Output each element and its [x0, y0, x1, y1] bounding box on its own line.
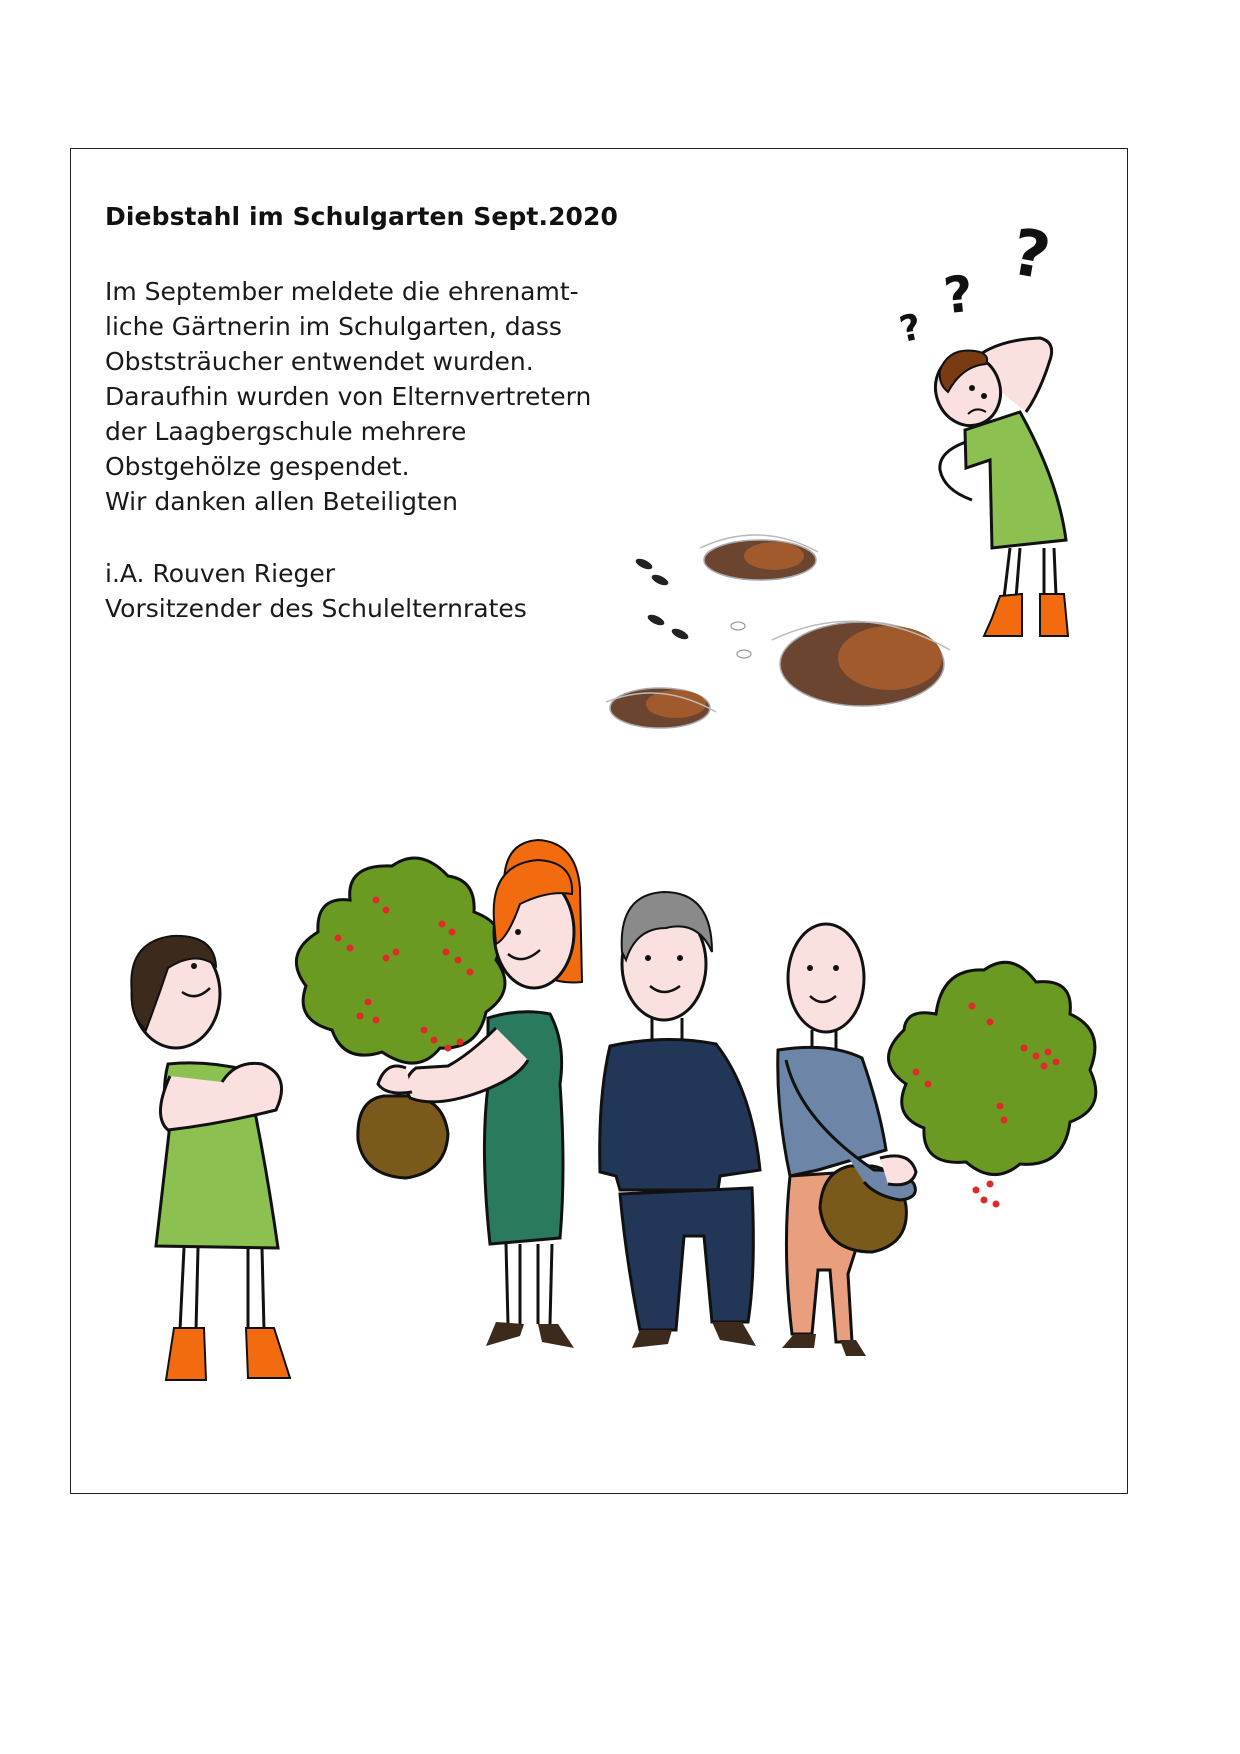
fruit-tree-right [888, 962, 1095, 1207]
page-title: Diebstahl im Schulgarten Sept.2020 [105, 202, 619, 231]
body-line: Im September meldete die ehrenamt- [105, 277, 579, 306]
body-line: Obststräucher entwendet wurden. [105, 347, 534, 376]
question-mark-icon: ? [896, 306, 926, 352]
body-line: Obstgehölze gespendet. [105, 452, 410, 481]
parents-with-trees-illustration [131, 840, 1095, 1380]
person-navy [600, 892, 760, 1348]
body-line: Daraufhin wurden von Elternvertretern [105, 382, 592, 411]
signature-name: i.A. Rouven Rieger [105, 559, 336, 588]
question-mark-icon: ? [1006, 215, 1056, 295]
signature-role: Vorsitzender des Schulelternrates [105, 594, 527, 623]
puzzled-gardener-illustration [896, 215, 1068, 636]
question-mark-icon: ? [940, 264, 976, 326]
empty-holes-illustration [606, 535, 950, 728]
person-slate-blue [778, 924, 916, 1356]
body-line: liche Gärtnerin im Schulgarten, dass [105, 312, 562, 341]
body-line: Wir danken allen Beteiligten [105, 487, 458, 516]
body-line: der Laagbergschule mehrere [105, 417, 467, 446]
person-light-green [131, 936, 290, 1380]
fruit-tree-left [296, 858, 505, 1178]
